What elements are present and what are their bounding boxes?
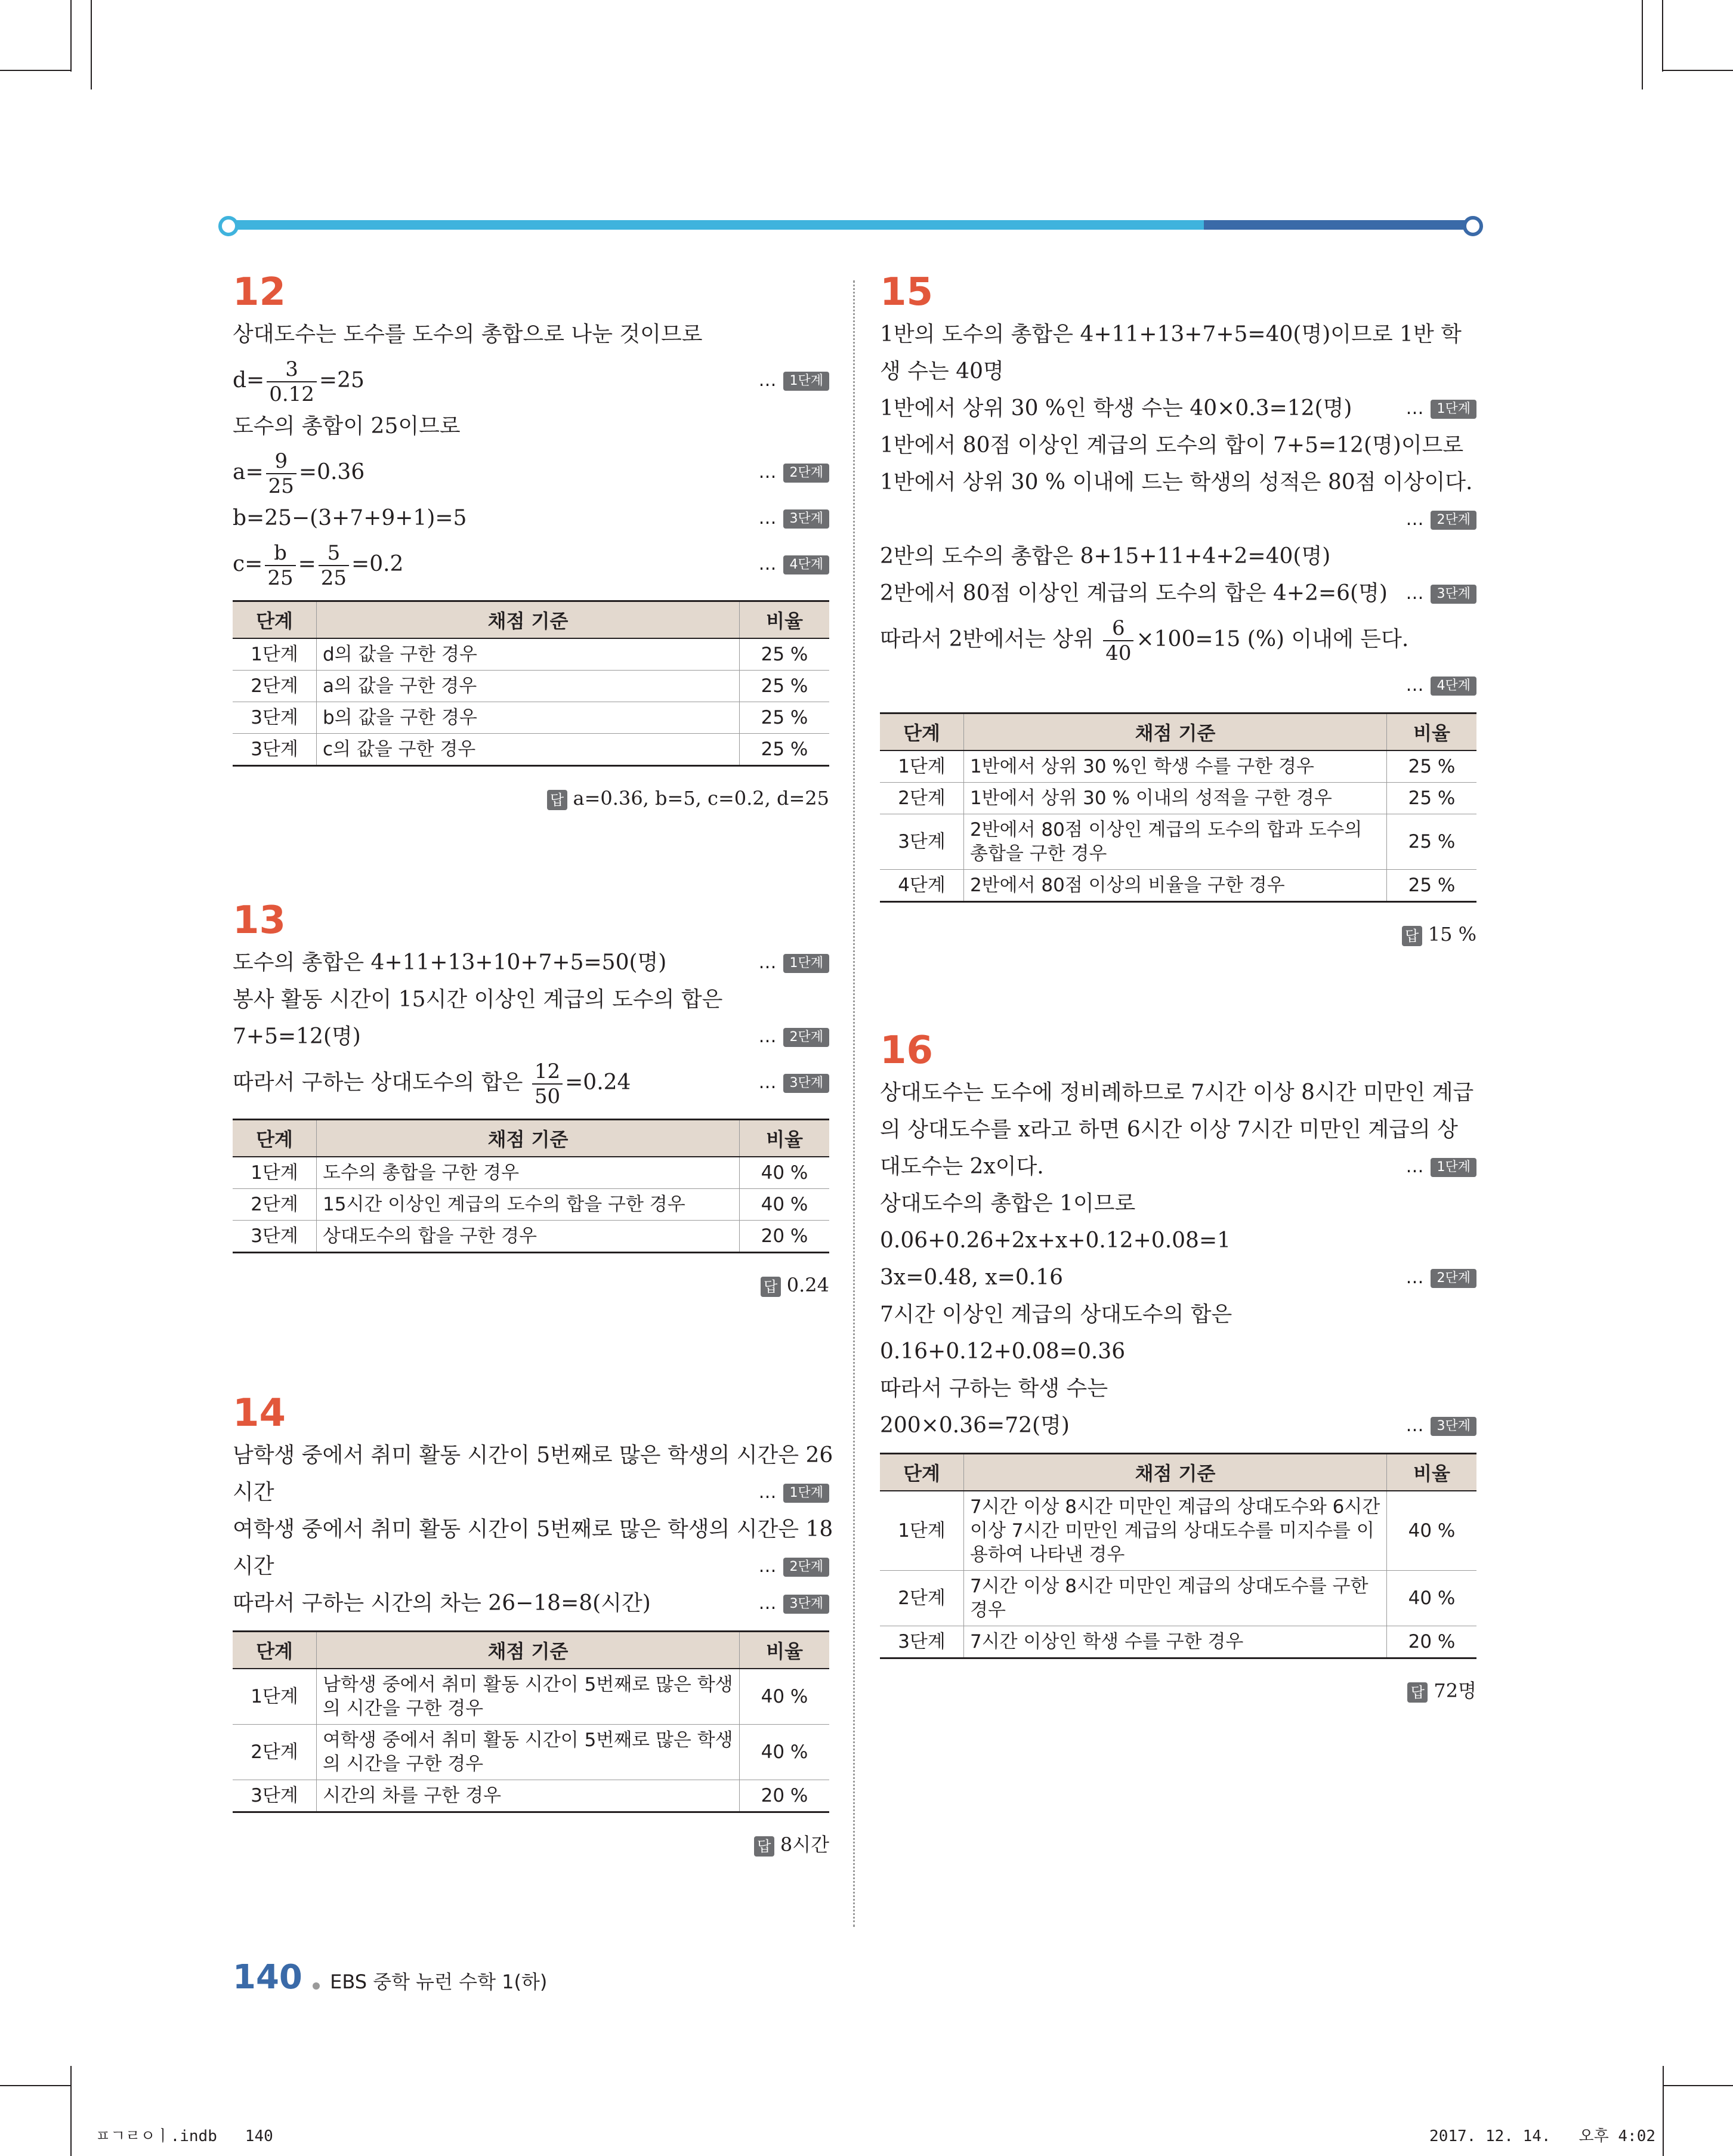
- solution-line: b=25−(3+7+9+1)=5 … 3단계: [233, 500, 829, 537]
- solution-line: 2반에서 80점 이상인 계급의 도수의 합은 4+2=6(명) … 3단계: [880, 575, 1476, 612]
- table-row: 2단계 7시간 이상 8시간 미만인 계급의 상대도수를 구한 경우 40 %: [880, 1571, 1476, 1626]
- table-row: 3단계 상대도수의 합을 구한 경우 20 %: [233, 1221, 829, 1253]
- scoring-table: 단계 채점 기준 비율 1단계 도수의 총합을 구한 경우 40 % 2단계 15시간 이상인 계급의 도수의 합을 구한 경우 40 % 3단계 상대도수의 합을 구한 경우 20 %: [233, 1119, 829, 1253]
- book-title: EBS 중학 뉴런 수학 1(하): [330, 1970, 548, 1993]
- step-marker: … 1단계: [1405, 390, 1476, 427]
- solution-line: 7시간 이상인 계급의 상대도수의 합은: [880, 1302, 1232, 1327]
- crop-mark: [91, 0, 92, 89]
- question-number: 16: [880, 1028, 934, 1073]
- solution-line: [880, 667, 1476, 704]
- solution-line: 7+5=12(명) … 2단계: [233, 1018, 829, 1055]
- step-marker: … 4단계: [758, 537, 829, 592]
- table-row: 1단계 남학생 중에서 취미 활동 시간이 5번째로 많은 학생의 시간을 구한 경우 40 %: [233, 1669, 829, 1725]
- step-marker: … 2단계: [758, 445, 829, 500]
- table-row: 1단계 도수의 총합을 구한 경우 40 %: [233, 1157, 829, 1189]
- question-number: 12: [233, 270, 286, 314]
- solution-line: 1반에서 80점 이상인 계급의 도수의 합이 7+5=12(명)이므로: [880, 433, 1464, 458]
- table-row: 3단계 b의 값을 구한 경우 25 %: [233, 702, 829, 734]
- solution-line: 0.16+0.12+0.08=0.36: [880, 1339, 1126, 1364]
- step-marker: … 4단계: [1405, 667, 1476, 704]
- solution-line: 200×0.36=72(명) … 3단계: [880, 1407, 1476, 1444]
- answer: 답 a=0.36, b=5, c=0.2, d=25: [233, 783, 829, 813]
- solution-line: c= $\frac{b}{25}$ = $\frac{5}{25}$ =0.2 … 4단계: [233, 537, 829, 592]
- scoring-table: 단계 채점 기준 비율 1단계 1반에서 상위 30 %인 학생 수를 구한 경우 25 % 2단계 1반에서 상위 30 % 이내의 성적을 구한 경우 25 % 3단계 2반에서 80점 이상인 계급의 도수의 합과 도수의 총합을 구한 경우 25 % 4단계 2반에서 80점 이상의 비율을 구한 경우 25 %: [880, 712, 1476, 903]
- fraction: $\frac{12}{50}$: [532, 1060, 563, 1108]
- crop-mark: [70, 0, 72, 72]
- solution-line: 따라서 2반에서는 상위 $\frac{6}{40}$ ×100=15 (%) 이내에 든다.: [880, 616, 1409, 665]
- answer: 답 72명: [880, 1676, 1476, 1706]
- step-marker: … 3단계: [1405, 1407, 1476, 1444]
- solution-line: 상대도수의 총합은 1이므로: [880, 1191, 1136, 1216]
- solution-line: 여학생 중에서 취미 활동 시간이 5번째로 많은 학생의 시간은 18: [233, 1517, 833, 1542]
- solution-line: 시간 … 2단계: [233, 1548, 829, 1585]
- step-marker: … 3단계: [758, 500, 829, 537]
- question-13: [233, 897, 829, 1300]
- solution-line: 봉사 활동 시간이 15시간 이상인 계급의 도수의 합은: [233, 987, 723, 1012]
- page-number: 140: [233, 1958, 302, 1997]
- fraction: $\frac{b}{25}$: [265, 541, 295, 590]
- table-row: 2단계 여학생 중에서 취미 활동 시간이 5번째로 많은 학생의 시간을 구한 경우 40 %: [233, 1725, 829, 1780]
- question-15: [880, 268, 1476, 949]
- solution-line: 1반에서 상위 30 %인 학생 수는 40×0.3=12(명) … 1단계: [880, 390, 1476, 427]
- table-row: 3단계 7시간 이상인 학생 수를 구한 경우 20 %: [880, 1626, 1476, 1658]
- fraction: $\frac{9}{25}$: [266, 449, 296, 498]
- print-timestamp: 2017. 12. 14. 오후 4:02: [1429, 2127, 1655, 2145]
- crop-mark: [70, 2066, 72, 2156]
- table-row: 1단계 7시간 이상 8시간 미만인 계급의 상대도수와 6시간 이상 7시간 미만인 계급의 상대도수를 미지수를 이용하여 나타낸 경우 40 %: [880, 1491, 1476, 1571]
- header-dot-right: [1463, 216, 1483, 236]
- print-file-info: ㅍㄱㄹㅇㅣ.indb 140: [95, 2127, 273, 2145]
- crop-mark: [0, 70, 70, 71]
- table-row: 4단계 2반에서 80점 이상의 비율을 구한 경우 25 %: [880, 870, 1476, 902]
- solution-line: 시간 … 1단계: [233, 1474, 829, 1511]
- solution-line: d= $\frac{3}{0.12}$ =25 … 1단계: [233, 353, 829, 408]
- question-12: [233, 268, 829, 813]
- scoring-table: 단계 채점 기준 비율 1단계 7시간 이상 8시간 미만인 계급의 상대도수와 6시간 이상 7시간 미만인 계급의 상대도수를 미지수를 이용하여 나타낸 경우 40 % 2단계 7시간 이상 8시간 미만인 계급의 상대도수를 구한 경우 40 % 3단계 7시간 이상인 학생 수를 구한 경우 20 %: [880, 1453, 1476, 1659]
- question-14: [233, 1389, 833, 1860]
- crop-mark: [1662, 0, 1663, 72]
- fraction: $\frac{3}{0.12}$: [267, 357, 317, 406]
- bullet-icon: [313, 1982, 320, 1990]
- scoring-table: 단계 채점 기준 비율 1단계 남학생 중에서 취미 활동 시간이 5번째로 많은 학생의 시간을 구한 경우 40 % 2단계 여학생 중에서 취미 활동 시간이 5번째로 많은 학생의 시간을 구한 경우 40 % 3단계 시간의 차를 구한 경우 20 %: [233, 1630, 829, 1813]
- solution-line: 도수의 총합이 25이므로: [233, 414, 461, 438]
- question-16: [880, 1027, 1476, 1706]
- solution-line: 상대도수는 도수를 도수의 총합으로 나눈 것이므로: [233, 322, 703, 347]
- step-marker: … 2단계: [758, 1548, 829, 1585]
- solution-line: 의 상대도수를 x라고 하면 6시간 이상 7시간 미만인 계급의 상: [880, 1117, 1458, 1142]
- table-row: 2단계 15시간 이상인 계급의 도수의 합을 구한 경우 40 %: [233, 1189, 829, 1221]
- solution-line: 1반에서 상위 30 % 이내에 드는 학생의 성적은 80점 이상이다.: [880, 470, 1473, 495]
- fraction: $\frac{5}{25}$: [319, 541, 349, 590]
- solution-line: 1반의 도수의 총합은 4+11+13+7+5=40(명)이므로 1반 학: [880, 322, 1462, 347]
- fraction: $\frac{6}{40}$: [1103, 616, 1133, 665]
- header-bar: [227, 220, 1479, 230]
- solution-line: 생 수는 40명: [880, 359, 1004, 384]
- solution-line: 대도수는 2x이다. … 1단계: [880, 1148, 1476, 1185]
- step-marker: … 3단계: [1405, 575, 1476, 612]
- solution-line: [880, 501, 1476, 538]
- table-row: 2단계 a의 값을 구한 경우 25 %: [233, 671, 829, 702]
- step-marker: … 2단계: [1405, 501, 1476, 538]
- solution-line: 0.06+0.26+2x+x+0.12+0.08=1: [880, 1228, 1231, 1253]
- answer: 답 8시간: [233, 1830, 829, 1860]
- step-marker: … 1단계: [758, 353, 829, 408]
- step-marker: … 2단계: [1405, 1259, 1476, 1296]
- crop-mark: [0, 2085, 70, 2086]
- solution-line: a= $\frac{9}{25}$ =0.36 … 2단계: [233, 445, 829, 500]
- table-row: 3단계 시간의 차를 구한 경우 20 %: [233, 1780, 829, 1812]
- solution-line: 상대도수는 도수에 정비례하므로 7시간 이상 8시간 미만인 계급: [880, 1080, 1474, 1105]
- solution-line: 2반의 도수의 총합은 8+15+11+4+2=40(명): [880, 544, 1331, 569]
- question-number: 14: [233, 1391, 286, 1435]
- step-marker: … 3단계: [758, 1055, 829, 1110]
- left-column: [233, 268, 833, 1860]
- step-marker: … 1단계: [758, 1474, 829, 1511]
- crop-mark: [1663, 2085, 1733, 2086]
- crop-mark: [1663, 70, 1733, 71]
- crop-mark: [1642, 0, 1643, 89]
- solution-line: 따라서 구하는 학생 수는: [880, 1376, 1108, 1401]
- table-row: 2단계 1반에서 상위 30 % 이내의 성적을 구한 경우 25 %: [880, 783, 1476, 814]
- question-number: 13: [233, 898, 286, 943]
- answer: 답 15 %: [880, 919, 1476, 949]
- solution-line: 따라서 구하는 시간의 차는 26−18=8(시간) … 3단계: [233, 1585, 829, 1622]
- solution-line: 3x=0.48, x=0.16 … 2단계: [880, 1259, 1476, 1296]
- step-marker: … 2단계: [758, 1018, 829, 1055]
- answer: 답 0.24: [233, 1270, 829, 1300]
- solution-line: 남학생 중에서 취미 활동 시간이 5번째로 많은 학생의 시간은 26: [233, 1443, 833, 1468]
- table-row: 1단계 1반에서 상위 30 %인 학생 수를 구한 경우 25 %: [880, 750, 1476, 783]
- table-row: 3단계 c의 값을 구한 경우 25 %: [233, 734, 829, 766]
- column-divider: [853, 280, 855, 1927]
- solution-line: 따라서 구하는 상대도수의 합은 $\frac{12}{50}$ =0.24 … 3단계: [233, 1055, 829, 1110]
- header-dot-left: [218, 216, 239, 236]
- page-footer: [233, 1957, 547, 1999]
- table-row: 1단계 d의 값을 구한 경우 25 %: [233, 638, 829, 671]
- step-marker: … 1단계: [758, 944, 829, 981]
- table-row: 3단계 2반에서 80점 이상인 계급의 도수의 합과 도수의 총합을 구한 경우 25 %: [880, 814, 1476, 870]
- right-column: [880, 268, 1476, 1706]
- step-marker: … 1단계: [1405, 1148, 1476, 1185]
- scoring-table: 단계 채점 기준 비율 1단계 d의 값을 구한 경우 25 % 2단계 a의 값을 구한 경우 25 % 3단계 b의 값을 구한 경우 25 % 3단계 c의 값을 구한 경우 25 %: [233, 600, 829, 767]
- solution-line: 도수의 총합은 4+11+13+10+7+5=50(명) … 1단계: [233, 944, 829, 981]
- step-marker: … 3단계: [758, 1585, 829, 1622]
- crop-mark: [1663, 2066, 1664, 2156]
- question-number: 15: [880, 270, 934, 314]
